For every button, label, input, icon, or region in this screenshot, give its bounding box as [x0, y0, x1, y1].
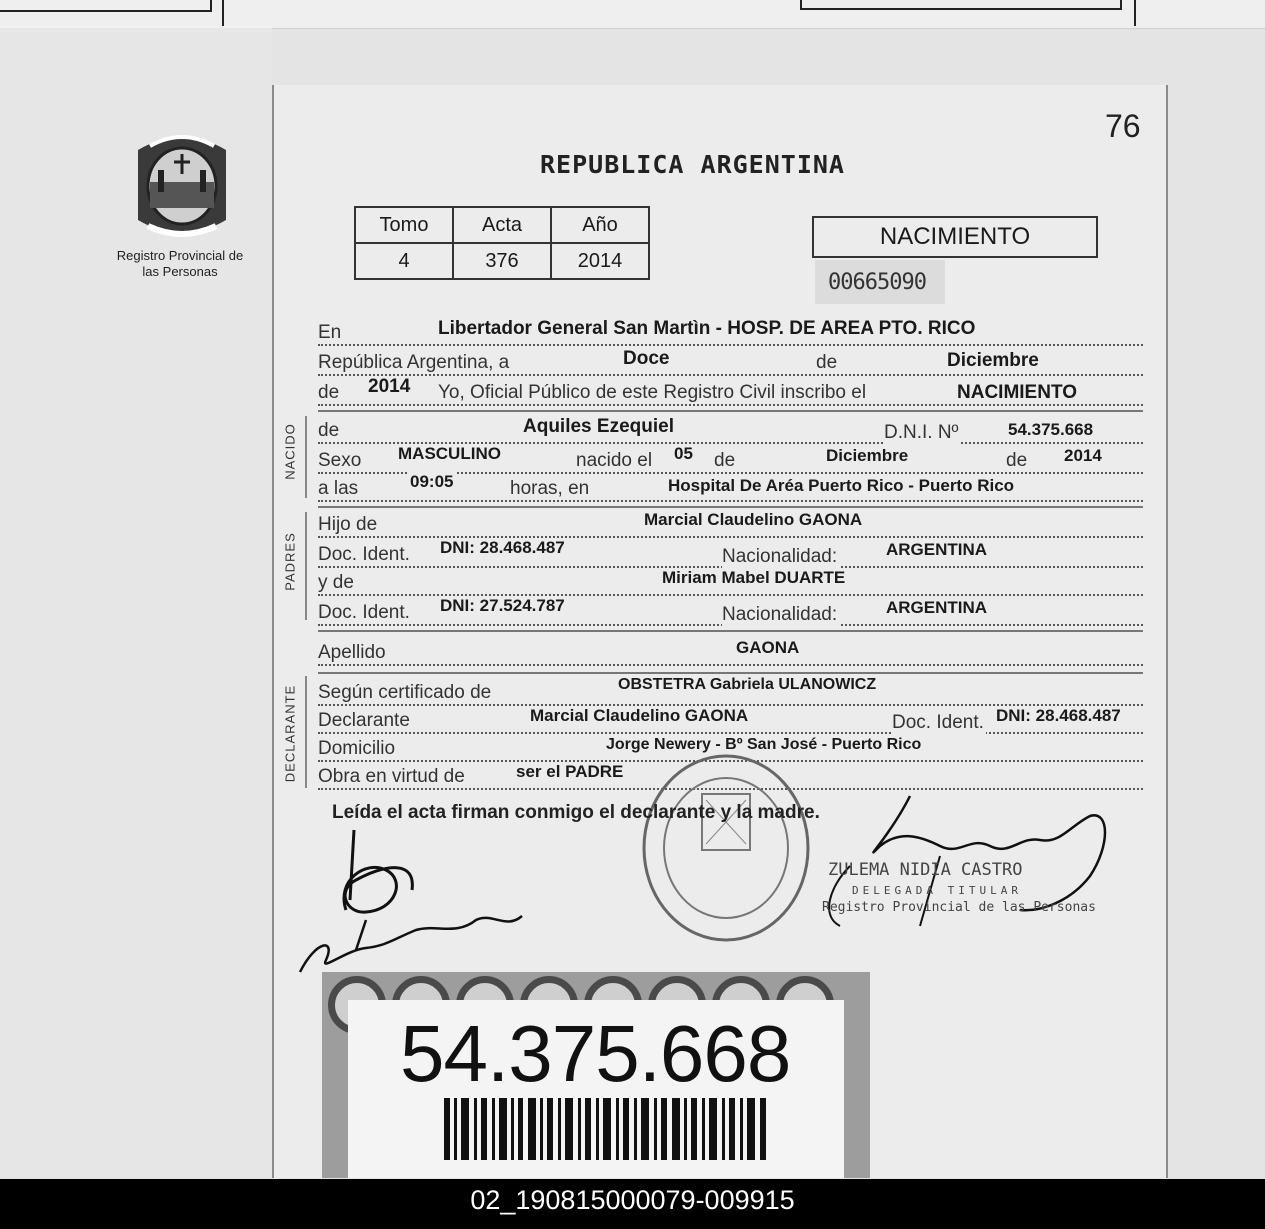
en-value: Libertador General San Martìn - HOSP. DE AREA PTO. RICO — [438, 318, 976, 339]
hospital-stamp-icon — [636, 748, 816, 948]
madre-value: Miriam Mabel DUARTE — [662, 568, 846, 587]
header-acta: Acta — [453, 207, 551, 243]
row-nombre — [318, 416, 1143, 444]
nac-mes-value: Diciembre — [826, 446, 909, 465]
closing-statement: Leída el acta firman conmigo el declarante y la madre. — [332, 802, 820, 823]
top-strip — [0, 0, 1265, 29]
record-type-box: NACIMIENTO — [812, 216, 1098, 258]
de-label: de — [816, 352, 838, 373]
inscribo-value: NACIMIENTO — [957, 382, 1077, 403]
row-madre-doc — [318, 596, 1143, 626]
republica-label: República Argentina, a — [318, 352, 510, 373]
misiones-emblem-icon — [128, 130, 236, 242]
footer-file-id: 02_190815000079-009915 — [470, 1185, 795, 1215]
nombre-value: Aquiles Ezequiel — [523, 416, 674, 437]
declarante-label: Declarante — [318, 710, 410, 731]
value-tomo: 4 — [355, 243, 453, 279]
nacionalidad-label: Nacionalidad: — [722, 546, 838, 567]
segun-value: OBSTETRA Gabriela ULANOWICZ — [618, 676, 877, 693]
oficial-name-stamp: ZULEMA NIDIA CASTRO — [828, 860, 1023, 880]
side-label-padres: PADRES — [282, 532, 298, 591]
horas-en-label: horas, en — [510, 478, 590, 499]
page-number: 76 — [1105, 108, 1141, 144]
declarante-value: Marcial Claudelino GAONA — [530, 706, 749, 725]
nacido-de-label: de — [318, 420, 340, 441]
nac-dia-value: 05 — [674, 444, 693, 463]
top-rule-right — [800, 0, 1122, 10]
row-declarante — [318, 706, 1143, 734]
barcode-icon — [444, 1098, 770, 1160]
side-label-declarante: DECLARANTE — [282, 684, 298, 783]
madre-doc-label: Doc. Ident. — [318, 602, 410, 623]
oficial-role-stamp: DELEGADA TITULAR — [852, 884, 1022, 897]
hijo-de-label: Hijo de — [318, 514, 378, 535]
sexo-value: MASCULINO — [398, 444, 501, 463]
row-en — [318, 318, 1143, 346]
nacido-label: nacido el — [576, 450, 653, 471]
row-madre — [318, 568, 1143, 596]
registro-label: Registro Provincial de las Personas — [116, 248, 244, 279]
row-inscribo — [318, 376, 1143, 406]
dni-value: 54.375.668 — [1008, 420, 1094, 439]
nac-de-label: de — [714, 450, 736, 471]
madre-dni-value: DNI: 27.524.787 — [440, 596, 565, 615]
section-divider-apellido — [318, 630, 1143, 632]
obra-label: Obra en virtud de — [318, 766, 465, 787]
padre-value: Marcial Claudelino GAONA — [644, 510, 863, 529]
nac-de2-label: de — [1006, 450, 1028, 471]
header-ano: Año — [551, 207, 649, 243]
segun-label: Según certificado de — [318, 682, 492, 703]
madre-nac-value: ARGENTINA — [886, 598, 988, 617]
anio-label: de — [318, 382, 340, 403]
obra-value: ser el PADRE — [516, 762, 624, 781]
en-label: En — [318, 322, 342, 343]
doc-ident-label: Doc. Ident. — [318, 544, 410, 565]
anio-value: 2014 — [368, 376, 411, 397]
decl-doc-label: Doc. Ident. — [892, 712, 984, 733]
row-segun — [318, 676, 1143, 706]
top-rule-left — [0, 0, 212, 12]
padres-bracket — [305, 512, 307, 620]
oficial-org-stamp: Registro Provincial de las Personas — [822, 900, 1096, 915]
section-divider-padres — [318, 506, 1143, 508]
apellido-label: Apellido — [318, 642, 386, 663]
alas-label: a las — [318, 478, 359, 499]
hora-value: 09:05 — [410, 472, 454, 491]
row-apellido — [318, 638, 1143, 666]
nacido-bracket — [305, 416, 307, 498]
row-fecha — [318, 348, 1143, 376]
scan-footer — [0, 1179, 1265, 1229]
row-sexo — [318, 444, 1143, 474]
apellido-value: GAONA — [736, 638, 800, 657]
value-acta: 376 — [453, 243, 551, 279]
padre-nac-value: ARGENTINA — [886, 540, 988, 559]
sexo-label: Sexo — [318, 450, 362, 471]
header-tomo: Tomo — [355, 207, 453, 243]
sticker-dni-number: 54.375.668 — [400, 1009, 791, 1098]
row-hora — [318, 472, 1143, 502]
decl-dni-value: DNI: 28.468.487 — [996, 706, 1121, 725]
side-label-nacido: NACIDO — [282, 423, 298, 480]
padre-dni-value: DNI: 28.468.487 — [440, 538, 565, 557]
declarante-bracket — [305, 676, 307, 788]
tomo-acta-ano-table — [354, 206, 650, 280]
nac-anio-value: 2014 — [1064, 446, 1102, 465]
domicilio-label: Domicilio — [318, 738, 396, 759]
inscribo-label: Yo, Oficial Público de este Registro Civil inscribo el — [438, 382, 867, 403]
value-ano: 2014 — [551, 243, 649, 279]
lugar-value: Hospital De Aréa Puerto Rico - Puerto Rico — [668, 476, 1015, 495]
domicilio-value: Jorge Newery - Bº San José - Puerto Rico — [606, 736, 922, 753]
y-de-label: y de — [318, 572, 354, 593]
row-padre — [318, 510, 1143, 538]
dni-label: D.N.I. Nº — [884, 422, 959, 443]
section-divider-nacido — [318, 410, 1143, 412]
section-divider-declarante — [318, 672, 1143, 674]
serial-number: 00665090 — [828, 270, 926, 295]
mes-value: Diciembre — [947, 350, 1039, 371]
dia-value: Doce — [623, 348, 670, 369]
madre-nacionalidad-label: Nacionalidad: — [722, 604, 838, 625]
document-title: REPUBLICA ARGENTINA — [540, 150, 845, 179]
declarante-signature — [296, 820, 536, 980]
row-padre-doc — [318, 538, 1143, 568]
